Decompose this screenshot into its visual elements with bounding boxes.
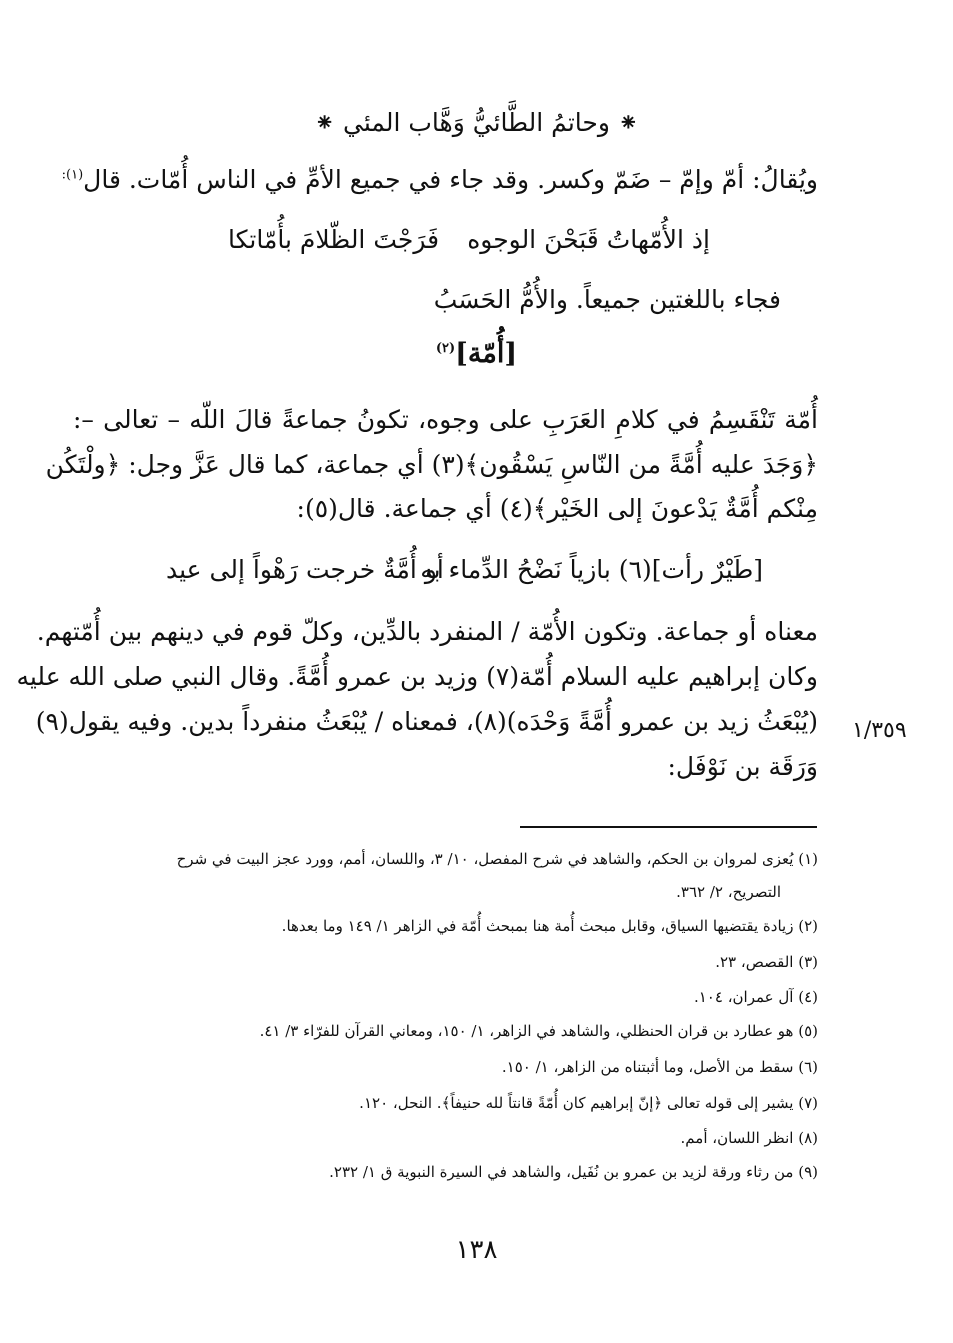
footnote-4: (٤) آل عمران، ١٠٤. (693, 988, 818, 1006)
para2-line-2: وكان إبراهيم عليه السلام أُمّة(٧) وزيد بن عمرو أُمَّةً. وقال النبي صلى الله عليه (16, 662, 818, 691)
para1-line-2: ﴿وَجَدَ عليه أُمَّةً من النّاسِ يَسْقُون﴾(٣) أي جماعة، كما قال عَزَّ وجل: ﴿ولْتَكُن (45, 450, 818, 479)
footnote-9: (٩) من رثاء ورقة لزيد بن عمرو بن نُفَيل، والشاهد في السيرة النبوية ق ١/ ٢٣٢. (329, 1163, 818, 1181)
top-verse: ⁕ وحاتمُ الطَّائيُّ وَهَّاب المئي ⁕ (314, 108, 639, 137)
footnote-3: (٣) القصص، ٢٣. (715, 953, 818, 971)
verse2-second-hemistich: أو أُمَّةٌ خرجت رَهْواً إلى عيد (166, 555, 444, 584)
verse2-first-hemistich: [طَيْرٌ رأت](٦) بازياً نَضْحُ الدِّماء به (420, 555, 763, 584)
footnote-1-continued: التصريح، ٢/ ٣٦٢. (676, 883, 781, 901)
page-number: ١٣٨ (455, 1235, 498, 1265)
footnote-6: (٦) سقط من الأصل، وما أثبتناه من الزاهر، ١/ ١٥٠. (501, 1058, 818, 1076)
para1-line-1: أُمّة تَنْقَسِمُ في كلامِ العَرَبِ على وجوه، تكونُ جماعةً قالَ اللّه – تعالى –: (73, 405, 818, 434)
footnote-2: (٢) زيادة يقتضيها السياق، وقابل مبحث أُمة هنا بمبحث أُمّة في الزاهر ١/ ١٤٩ وما بعدها. (281, 917, 818, 935)
heading-note: (٢) (435, 341, 456, 356)
heading-word: [أُمّة] (455, 338, 518, 369)
para2-line-3: (يُبْعَثُ زيد بن عمرو أُمَّةً وَحْدَه)(٨)، فمعناه / يُبْعَثُ منفرداً بدين. وفيه يقول(٩) (35, 707, 818, 736)
footnote-1: (١) يُعزى لمروان بن الحكم، والشاهد في شرح المفصل، ١٠/ ٣، واللسان، أمم، وورد عجز البيت في شرح (176, 850, 818, 868)
verse1-first-hemistich: إذ الأُمّهاتُ قَبَحْنَ الوجوه (467, 225, 710, 254)
para1-line-3: مِنْكم أُمَّةٌ يَدْعونَ إلى الخَيْر﴾(٤) أي جماعة. قال(٥): (296, 494, 818, 523)
para2-line-4: وَرَقَة بن نَوْفَل: (667, 752, 818, 781)
footnote-5: (٥) هو عطارد بن قران الحنظلي، والشاهد في الزاهر، ١/ ١٥٠، ومعاني القرآن للفرّاء ٣/ ٤١. (259, 1022, 818, 1040)
intro-line (61, 165, 818, 194)
entry-heading (0, 338, 953, 369)
para2-line-1: معناه أو جماعة. وتكون الأُمّة / المنفرد بالدِّين، وكلّ قوم في دينهم بين أُمّتهم. (36, 617, 818, 646)
margin-page-reference: ١/٣٥٩ (852, 718, 907, 743)
intro-text: ويُقالُ: أمّ وإمّ – ضَمّ وكسر. وقد جاء في جميع الأمِّ في الناس أُمّات. قال (83, 165, 818, 194)
verse1-second-hemistich: فَرَجْتَ الظّلامَ بأُمّاتكا (228, 225, 440, 254)
footnote-ref-1: (١): (61, 167, 84, 183)
footnote-7: (٧) يشير إلى قوله تعالى ﴿إنّ إبراهيم كان أُمّةً قانتاً لله حنيفاً﴾. النحل، ١٢٠. (359, 1094, 818, 1112)
footnote-divider (520, 826, 817, 828)
line-after-verse: فجاء باللغتين جميعاً. والأُمُّ الحَسَبُ (433, 285, 781, 314)
footnote-8: (٨) انظر اللسان، أمم. (680, 1129, 818, 1147)
